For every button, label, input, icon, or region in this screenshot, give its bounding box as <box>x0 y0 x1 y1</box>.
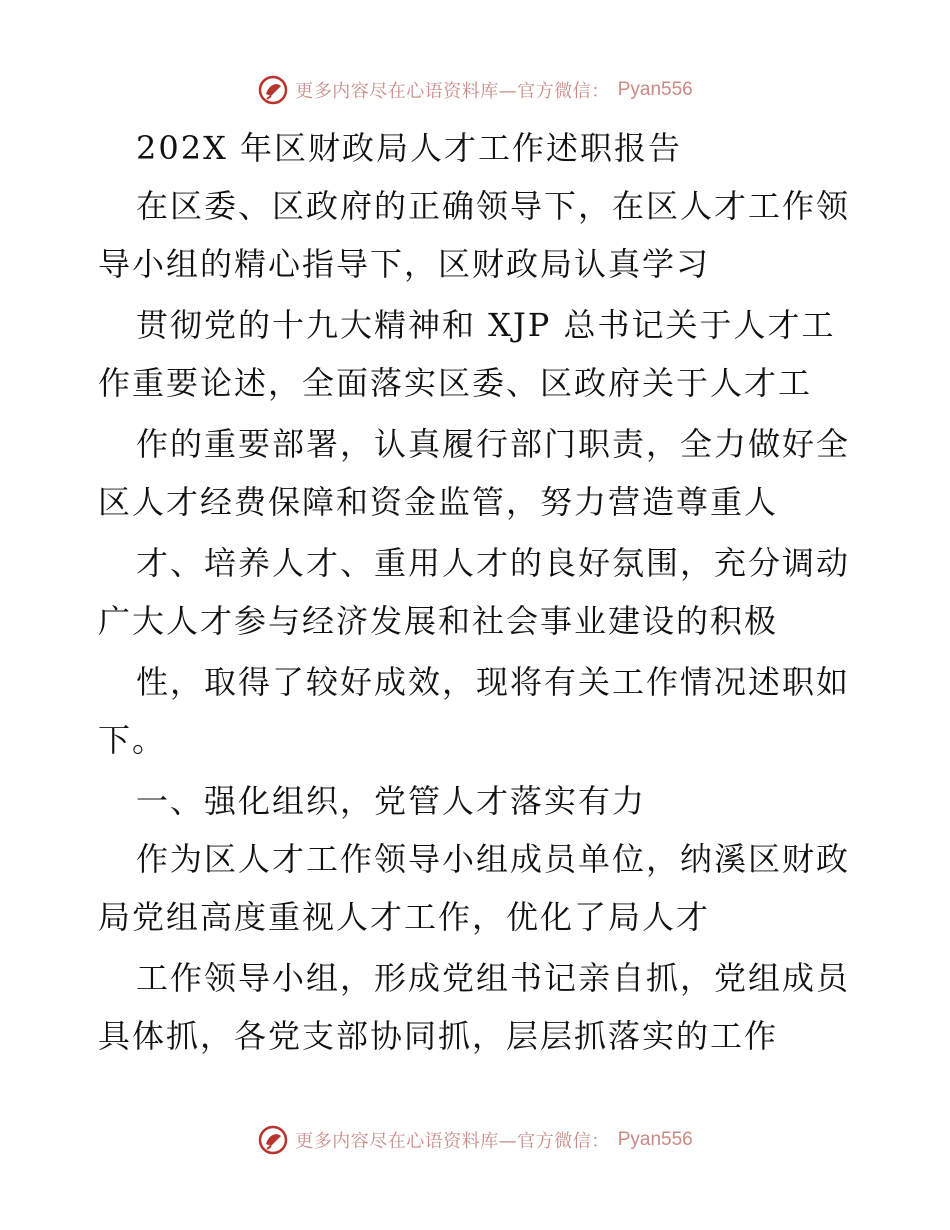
paragraph-line: 在区委、区政府的正确领导下，在区人才工作领 <box>136 187 851 225</box>
paragraph-line: 工作领导小组，形成党组书记亲自抓，党组成员 <box>136 959 851 997</box>
header-watermark <box>0 70 950 110</box>
document-title: 202X 年区财政局人才工作述职报告 <box>136 129 683 167</box>
watermark-account: Pyan556 <box>617 79 693 100</box>
paragraph-line: 广大人才参与经济发展和社会事业建设的积极 <box>98 602 779 640</box>
watermark-group <box>257 1124 693 1156</box>
watermark-text: 更多内容尽在心语资料库—官方微信： <box>295 1131 610 1152</box>
paragraph-line: 下。 <box>98 721 167 759</box>
paragraph-line: 作为区人才工作领导小组成员单位，纳溪区财政 <box>136 840 851 878</box>
paragraph-line: 导小组的精心指导下，区财政局认真学习 <box>98 245 711 283</box>
paragraph-line: 局党组高度重视人才工作，优化了局人才 <box>98 898 711 936</box>
footer-watermark <box>0 1120 950 1160</box>
paragraph-line: 作的重要部署，认真履行部门职责，全力做好全 <box>136 425 851 463</box>
watermark-text: 更多内容尽在心语资料库—官方微信： <box>295 81 610 102</box>
paragraph-line: 性，取得了较好成效，现将有关工作情况述职如 <box>136 663 851 701</box>
paragraph-line: 区人才经费保障和资金监管，努力营造尊重人 <box>98 483 779 521</box>
paragraph-line: 作重要论述，全面落实区委、区政府关于人才工 <box>98 364 813 402</box>
watermark-account: Pyan556 <box>617 1129 693 1150</box>
paragraph-line: 贯彻党的十九大精神和 XJP 总书记关于人才工 <box>136 306 836 344</box>
section-heading: 一、强化组织，党管人才落实有力 <box>136 782 647 820</box>
heart-pen-logo-icon <box>257 1124 289 1156</box>
paragraph-line: 具体抓，各党支部协同抓，层层抓落实的工作 <box>98 1017 779 1055</box>
paragraph-line: 才、培养人才、重用人才的良好氛围，充分调动 <box>136 544 851 582</box>
heart-pen-logo-icon <box>257 74 289 106</box>
watermark-group <box>257 74 693 106</box>
